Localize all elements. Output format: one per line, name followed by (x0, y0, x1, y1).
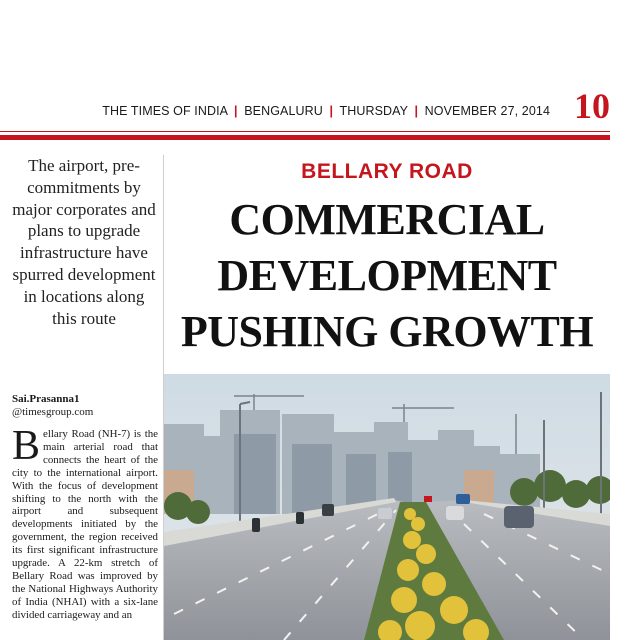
city-name: BENGALURU (244, 104, 323, 118)
separator: | (329, 104, 334, 118)
byline (12, 393, 160, 419)
page-number: 10 (574, 86, 610, 126)
pull-quote: The airport, pre-commitments by major corporates and plans to upgrade infrastructure have spurred development in locations along this route (12, 156, 156, 328)
section-kicker: BELLARY ROAD (301, 160, 473, 183)
separator: | (234, 104, 238, 118)
separator: | (414, 104, 419, 118)
paper-name: THE TIMES OF INDIA (102, 104, 228, 118)
headline-line-2: DEVELOPMENT (217, 251, 557, 300)
publication-date: NOVEMBER 27, 2014 (424, 104, 550, 118)
headline-line-3: PUSHING GROWTH (180, 307, 594, 356)
masthead-dateline (102, 104, 550, 118)
headline-line-1: COMMERCIAL (229, 195, 545, 244)
masthead (0, 88, 610, 128)
highway-photo-illustration (164, 374, 610, 640)
article-body-text: ellary Road (NH-7) is the main arterial road that connects the heart of the city to the international airport. With the focus of development shifting to the north with the airport and subsequent developments initiated by the government, the region received its first significant infrastructure upgrade. A 22-km stretch of Bellary Road was improved by the National Highways Authority of India (NHAI) with a six-lane divided carriageway and an (12, 428, 158, 621)
header-rule-thick (0, 135, 610, 140)
article-body (12, 423, 158, 622)
article-photo (164, 374, 610, 640)
byline-email: @timesgroup.com (12, 406, 94, 418)
byline-name: Sai.Prasanna1 (12, 393, 80, 405)
header-rule-thin (0, 131, 610, 132)
weekday: THURSDAY (339, 104, 408, 118)
headline (164, 192, 610, 360)
drop-cap: B (12, 423, 41, 469)
